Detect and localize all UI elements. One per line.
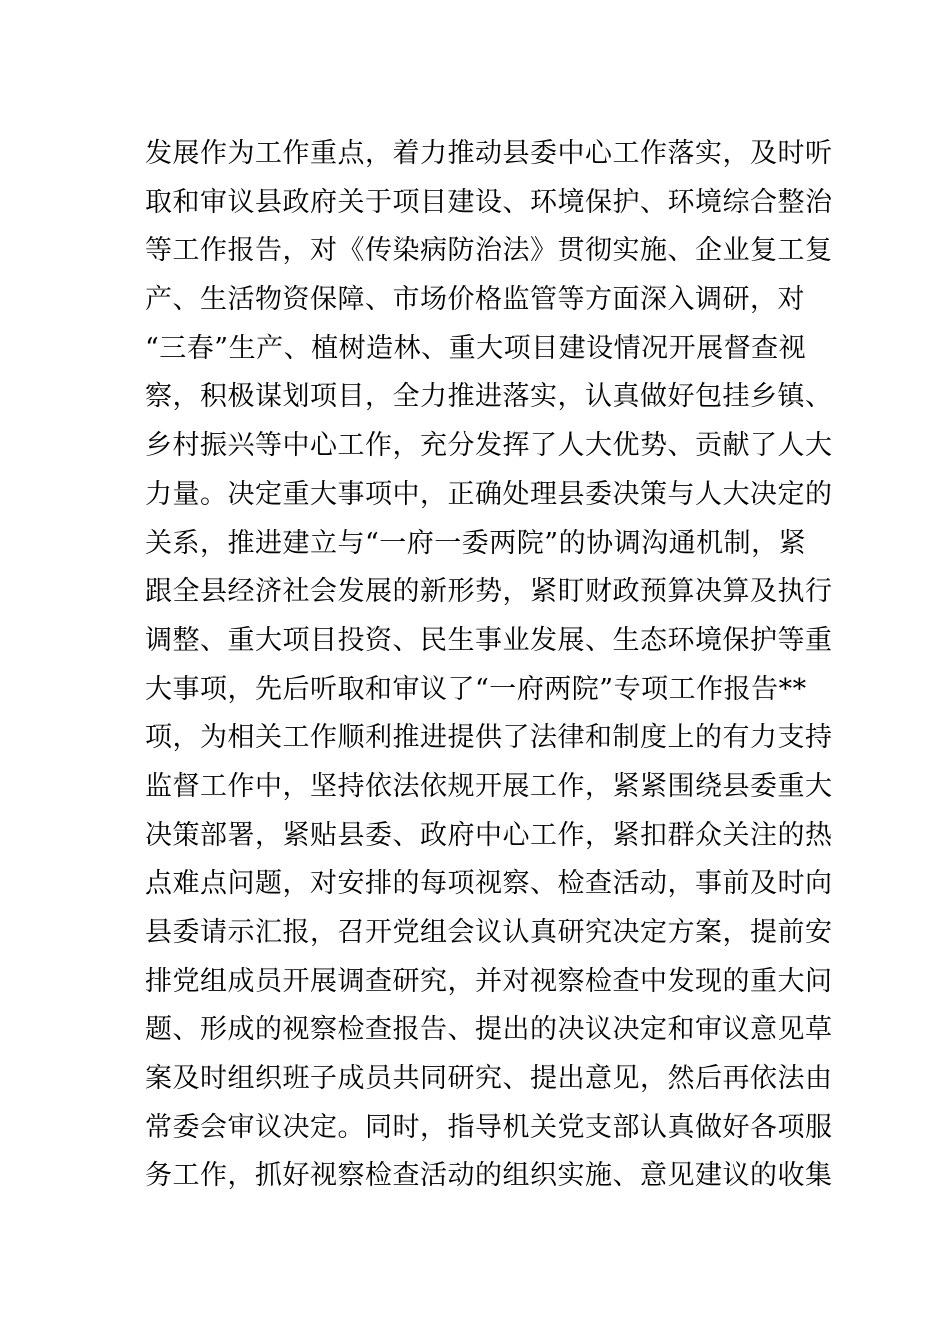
text-line: 点难点问题，对安排的每项视察、检查活动，事前及时向 (145, 868, 833, 900)
text-line: 监督工作中，坚持依法依规开展工作，紧紧围绕县委重大 (145, 770, 833, 802)
text-line: 题、形成的视察检查报告、提出的决议决定和审议意见草 (145, 1014, 833, 1046)
text-line: 等工作报告，对《传染病防治法》贯彻实施、企业复工复 (145, 235, 833, 267)
text-line: 关系，推进建立与“一府一委两院”的协调沟通机制，紧 (145, 527, 807, 559)
text-line: 取和审议县政府关于项目建设、环境保护、环境综合整治 (145, 186, 833, 218)
text-line: 项，为相关工作顺利推进提供了法律和制度上的有力支持 (145, 722, 833, 754)
text-line: 大事项，先后听取和审议了“一府两院”专项工作报告** (145, 673, 807, 705)
text-line: 案及时组织班子成员共同研究、提出意见，然后再依法由 (145, 1063, 833, 1095)
body-text (145, 130, 833, 1201)
text-line: 决策部署，紧贴县委、政府中心工作，紧扣群众关注的热 (145, 819, 833, 851)
text-line: 调整、重大项目投资、民生事业发展、生态环境保护等重 (145, 624, 833, 656)
text-line: 排党组成员开展调查研究，并对视察检查中发现的重大问 (145, 965, 833, 997)
text-line: 常委会审议决定。同时，指导机关党支部认真做好各项服 (145, 1111, 833, 1143)
text-line: 产、生活物资保障、市场价格监管等方面深入调研，对 (145, 284, 805, 316)
text-line: 察，积极谋划项目，全力推进落实，认真做好包挂乡镇、 (145, 381, 833, 413)
text-line: 县委请示汇报，召开党组会议认真研究决定方案，提前安 (145, 917, 833, 948)
text-line: 跟全县经济社会发展的新形势，紧盯财政预算决算及执行 (145, 576, 833, 608)
text-line: “三春”生产、植树造林、重大项目建设情况开展督查视 (145, 332, 807, 364)
text-line: 务工作，抓好视察检查活动的组织实施、意见建议的收集 (145, 1160, 833, 1192)
text-line: 发展作为工作重点，着力推动县委中心工作落实，及时听 (145, 138, 833, 169)
text-line: 力量。决定重大事项中，正确处理县委决策与人大决定的 (145, 478, 833, 510)
text-line: 乡村振兴等中心工作，充分发挥了人大优势、贡献了人大 (145, 430, 833, 462)
